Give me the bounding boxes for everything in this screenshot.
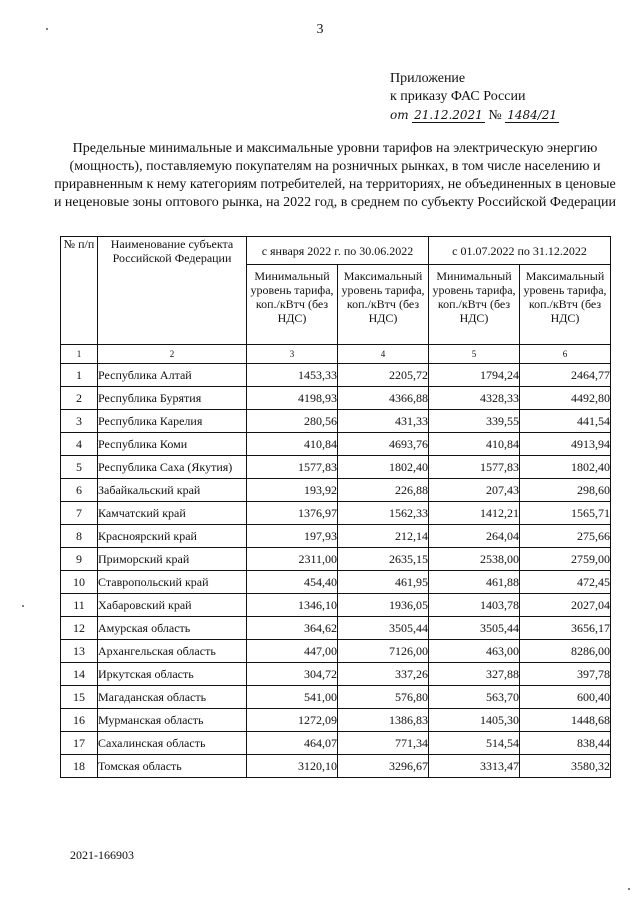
max-tariff-period-1: 461,95 xyxy=(338,571,429,594)
row-number: 1 xyxy=(61,364,98,387)
page-number: 3 xyxy=(316,22,324,37)
row-number: 4 xyxy=(61,433,98,456)
min-tariff-period-2: 2538,00 xyxy=(429,548,520,571)
table-row xyxy=(61,686,611,709)
max-tariff-period-2: 1802,40 xyxy=(520,456,611,479)
row-number: 5 xyxy=(61,456,98,479)
table-row xyxy=(61,479,611,502)
min-tariff-period-1: 2311,00 xyxy=(247,548,338,571)
row-number: 15 xyxy=(61,686,98,709)
order-number: 1484/21 xyxy=(507,108,558,122)
column-number: 2 xyxy=(98,345,247,364)
subject-name: Ставропольский край xyxy=(98,571,247,594)
table-row xyxy=(61,410,611,433)
min-tariff-period-1: 3120,10 xyxy=(247,755,338,778)
min-tariff-period-2: 463,00 xyxy=(429,640,520,663)
max-tariff-period-1: 1386,83 xyxy=(338,709,429,732)
number-sign: № xyxy=(488,108,502,123)
header-max-period-1: Максимальный уровень тарифа, коп./кВтч (без НДС) xyxy=(338,265,429,345)
max-tariff-period-2: 2027,04 xyxy=(520,594,611,617)
header-min-period-2: Минимальный уровень тарифа, коп./кВтч (без НДС) xyxy=(429,265,520,345)
subject-name: Красноярский край xyxy=(98,525,247,548)
min-tariff-period-2: 3505,44 xyxy=(429,617,520,640)
max-tariff-period-1: 1802,40 xyxy=(338,456,429,479)
min-tariff-period-2: 461,88 xyxy=(429,571,520,594)
min-tariff-period-1: 1376,97 xyxy=(247,502,338,525)
scan-speck xyxy=(46,28,48,30)
min-tariff-period-1: 197,93 xyxy=(247,525,338,548)
subject-name: Амурская область xyxy=(98,617,247,640)
min-tariff-period-2: 3313,47 xyxy=(429,755,520,778)
row-number: 16 xyxy=(61,709,98,732)
row-number: 17 xyxy=(61,732,98,755)
max-tariff-period-2: 441,54 xyxy=(520,410,611,433)
min-tariff-period-2: 514,54 xyxy=(429,732,520,755)
max-tariff-period-2: 298,60 xyxy=(520,479,611,502)
min-tariff-period-1: 410,84 xyxy=(247,433,338,456)
max-tariff-period-1: 771,34 xyxy=(338,732,429,755)
date-prefix: от xyxy=(390,108,409,122)
max-tariff-period-2: 1448,68 xyxy=(520,709,611,732)
max-tariff-period-2: 3580,32 xyxy=(520,755,611,778)
min-tariff-period-1: 304,72 xyxy=(247,663,338,686)
column-number: 6 xyxy=(520,345,611,364)
min-tariff-period-2: 327,88 xyxy=(429,663,520,686)
column-number: 5 xyxy=(429,345,520,364)
row-number: 6 xyxy=(61,479,98,502)
max-tariff-period-2: 600,40 xyxy=(520,686,611,709)
max-tariff-period-1: 1936,05 xyxy=(338,594,429,617)
header-period-1: с января 2022 г. по 30.06.2022 xyxy=(247,237,429,265)
max-tariff-period-2: 4913,94 xyxy=(520,433,611,456)
row-number: 8 xyxy=(61,525,98,548)
min-tariff-period-2: 410,84 xyxy=(429,433,520,456)
min-tariff-period-1: 1453,33 xyxy=(247,364,338,387)
header-num: № п/п xyxy=(61,237,98,345)
min-tariff-period-1: 454,40 xyxy=(247,571,338,594)
min-tariff-period-2: 563,70 xyxy=(429,686,520,709)
table-row xyxy=(61,709,611,732)
max-tariff-period-1: 2205,72 xyxy=(338,364,429,387)
min-tariff-period-2: 339,55 xyxy=(429,410,520,433)
table-row xyxy=(61,640,611,663)
max-tariff-period-2: 472,45 xyxy=(520,571,611,594)
scan-speck xyxy=(22,605,24,607)
min-tariff-period-1: 1346,10 xyxy=(247,594,338,617)
header-min-period-1: Минимальный уровень тарифа, коп./кВтч (без НДС) xyxy=(247,265,338,345)
row-number: 13 xyxy=(61,640,98,663)
subject-name: Сахалинская область xyxy=(98,732,247,755)
max-tariff-period-2: 397,78 xyxy=(520,663,611,686)
tariff-table xyxy=(60,236,611,778)
table-row xyxy=(61,663,611,686)
min-tariff-period-1: 364,62 xyxy=(247,617,338,640)
header-subject-name: Наименование субъекта Российской Федерации xyxy=(98,237,247,345)
subject-name: Забайкальский край xyxy=(98,479,247,502)
table-row xyxy=(61,732,611,755)
min-tariff-period-1: 1272,09 xyxy=(247,709,338,732)
min-tariff-period-1: 1577,83 xyxy=(247,456,338,479)
min-tariff-period-2: 1405,30 xyxy=(429,709,520,732)
subject-name: Камчатский край xyxy=(98,502,247,525)
min-tariff-period-1: 4198,93 xyxy=(247,387,338,410)
max-tariff-period-1: 212,14 xyxy=(338,525,429,548)
max-tariff-period-1: 431,33 xyxy=(338,410,429,433)
max-tariff-period-2: 2464,77 xyxy=(520,364,611,387)
table-row xyxy=(61,548,611,571)
column-number: 4 xyxy=(338,345,429,364)
max-tariff-period-1: 2635,15 xyxy=(338,548,429,571)
appendix-date-number xyxy=(390,106,559,125)
subject-name: Мурманская область xyxy=(98,709,247,732)
max-tariff-period-2: 838,44 xyxy=(520,732,611,755)
subject-name: Республика Карелия xyxy=(98,410,247,433)
subject-name: Республика Бурятия xyxy=(98,387,247,410)
row-number: 3 xyxy=(61,410,98,433)
appendix-block xyxy=(390,70,559,125)
max-tariff-period-2: 2759,00 xyxy=(520,548,611,571)
appendix-order-ref: к приказу ФАС России xyxy=(390,89,526,104)
row-number: 9 xyxy=(61,548,98,571)
subject-name: Республика Саха (Якутия) xyxy=(98,456,247,479)
row-number: 12 xyxy=(61,617,98,640)
subject-name: Магаданская область xyxy=(98,686,247,709)
row-number: 11 xyxy=(61,594,98,617)
column-numbers-row xyxy=(61,345,611,364)
subject-name: Приморский край xyxy=(98,548,247,571)
subject-name: Архангельская область xyxy=(98,640,247,663)
min-tariff-period-2: 1403,78 xyxy=(429,594,520,617)
max-tariff-period-1: 4693,76 xyxy=(338,433,429,456)
max-tariff-period-2: 275,66 xyxy=(520,525,611,548)
subject-name: Республика Алтай xyxy=(98,364,247,387)
column-number: 3 xyxy=(247,345,338,364)
min-tariff-period-2: 207,43 xyxy=(429,479,520,502)
max-tariff-period-1: 3505,44 xyxy=(338,617,429,640)
header-period-2: с 01.07.2022 по 31.12.2022 xyxy=(429,237,611,265)
row-number: 10 xyxy=(61,571,98,594)
min-tariff-period-2: 1794,24 xyxy=(429,364,520,387)
row-number: 18 xyxy=(61,755,98,778)
min-tariff-period-2: 4328,33 xyxy=(429,387,520,410)
min-tariff-period-2: 264,04 xyxy=(429,525,520,548)
min-tariff-period-2: 1577,83 xyxy=(429,456,520,479)
max-tariff-period-1: 3296,67 xyxy=(338,755,429,778)
max-tariff-period-1: 7126,00 xyxy=(338,640,429,663)
table-row xyxy=(61,594,611,617)
table-row xyxy=(61,364,611,387)
table-row xyxy=(61,617,611,640)
scan-speck xyxy=(628,888,630,890)
subject-name: Хабаровский край xyxy=(98,594,247,617)
table-row xyxy=(61,433,611,456)
table-row xyxy=(61,387,611,410)
order-date: 21.12.2021 xyxy=(414,108,483,122)
row-number: 14 xyxy=(61,663,98,686)
document-title: Предельные минимальные и максимальные уровни тарифов на электрическую энергию (мощность), поставляемую покупателям на розничных рынках, в том числе населению и приравненным к нему категориям потребителей, на территориях, не объединенных в ценовые и неценовые зоны оптового рынка, на 2022 год, в среднем по субъекту Российской Федерации xyxy=(53,141,617,210)
max-tariff-period-1: 1562,33 xyxy=(338,502,429,525)
table-row xyxy=(61,502,611,525)
table-row xyxy=(61,525,611,548)
max-tariff-period-1: 576,80 xyxy=(338,686,429,709)
max-tariff-period-2: 8286,00 xyxy=(520,640,611,663)
appendix-title: Приложение xyxy=(390,71,466,86)
document-code: 2021-166903 xyxy=(70,848,134,862)
subject-name: Республика Коми xyxy=(98,433,247,456)
max-tariff-period-1: 337,26 xyxy=(338,663,429,686)
column-number: 1 xyxy=(61,345,98,364)
subject-name: Иркутская область xyxy=(98,663,247,686)
max-tariff-period-1: 226,88 xyxy=(338,479,429,502)
min-tariff-period-1: 193,92 xyxy=(247,479,338,502)
min-tariff-period-1: 447,00 xyxy=(247,640,338,663)
min-tariff-period-1: 280,56 xyxy=(247,410,338,433)
min-tariff-period-2: 1412,21 xyxy=(429,502,520,525)
row-number: 2 xyxy=(61,387,98,410)
min-tariff-period-1: 464,07 xyxy=(247,732,338,755)
max-tariff-period-1: 4366,88 xyxy=(338,387,429,410)
table-row xyxy=(61,456,611,479)
table-row xyxy=(61,571,611,594)
max-tariff-period-2: 1565,71 xyxy=(520,502,611,525)
header-max-period-2: Максимальный уровень тарифа, коп./кВтч (без НДС) xyxy=(520,265,611,345)
row-number: 7 xyxy=(61,502,98,525)
max-tariff-period-2: 3656,17 xyxy=(520,617,611,640)
max-tariff-period-2: 4492,80 xyxy=(520,387,611,410)
subject-name: Томская область xyxy=(98,755,247,778)
min-tariff-period-1: 541,00 xyxy=(247,686,338,709)
table-body xyxy=(61,345,611,778)
table-row xyxy=(61,755,611,778)
